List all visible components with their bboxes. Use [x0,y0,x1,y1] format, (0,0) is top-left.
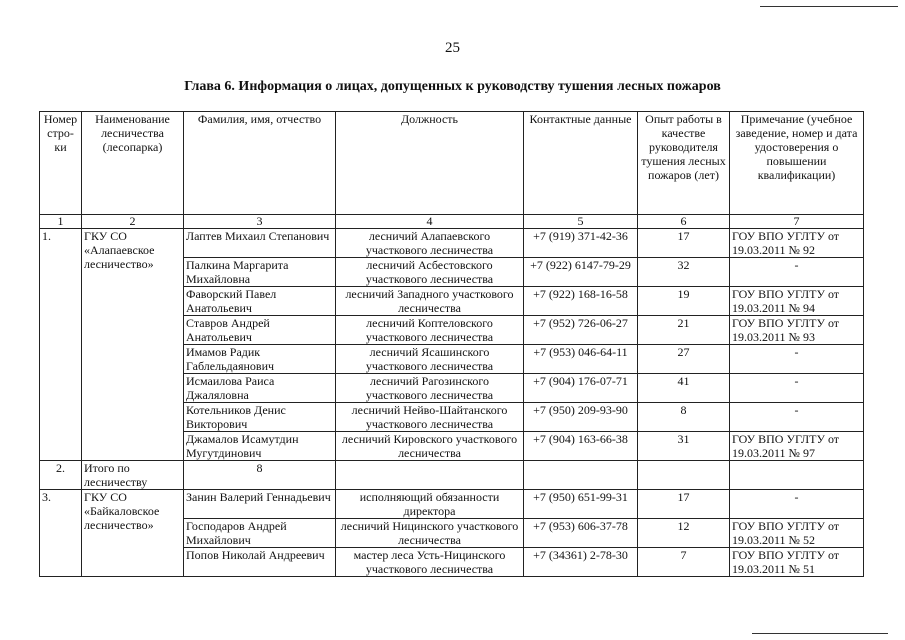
empty-cell [524,461,638,490]
note: - [730,374,864,403]
position: мастер леса Усть-Ницинского участкового лесничества [336,548,524,577]
table-body [40,229,864,577]
person-name: Ставров Андрей Анатольевич [184,316,336,345]
person-name: Фаворский Павел Анатольевич [184,287,336,316]
experience: 27 [638,345,730,374]
top-rule [760,6,898,7]
row-number: 2. [40,461,82,490]
position: лесничий Рагозинского участкового лесничества [336,374,524,403]
note: ГОУ ВПО УГЛТУ от 19.03.2011 № 51 [730,548,864,577]
header-full-name: Фамилия, имя, отчество [184,112,336,215]
note: - [730,403,864,432]
column-number: 3 [184,215,336,229]
table-row [40,229,864,258]
table-row [40,490,864,519]
person-name: Лаптев Михаил Степанович [184,229,336,258]
contact: +7 (950) 651-99-31 [524,490,638,519]
subtotal-row [40,461,864,490]
note: - [730,490,864,519]
header-note: Примечание (учебное заведение, номер и дата удостоверения о повышении квалификации) [730,112,864,215]
contact: +7 (904) 176-07-71 [524,374,638,403]
person-name: Попов Николай Андреевич [184,548,336,577]
forestry-name: ГКУ СО «Байкаловское лесничество» [82,490,184,577]
person-name: Котельников Денис Викторович [184,403,336,432]
header-forestry: Наименование лесничества (лесопарка) [82,112,184,215]
forestry-name: ГКУ СО «Алапаевское лесничество» [82,229,184,461]
person-name: Исмаилова Раиса Джаляловна [184,374,336,403]
note: ГОУ ВПО УГЛТУ от 19.03.2011 № 52 [730,519,864,548]
contact: +7 (922) 6147-79-29 [524,258,638,287]
row-number: 1. [40,229,82,461]
column-number-row [40,215,864,229]
column-number: 4 [336,215,524,229]
position: лесничий Западного участкового лесничества [336,287,524,316]
subtotal-label: Итого по лесничеству [82,461,184,490]
note: - [730,258,864,287]
position: лесничий Ницинского участкового лесничества [336,519,524,548]
header-row [40,112,864,215]
experience: 17 [638,490,730,519]
note: - [730,345,864,374]
position: лесничий Асбестовского участкового лесничества [336,258,524,287]
position: лесничий Кировского участкового лесничества [336,432,524,461]
position: лесничий Алапаевского участкового лесничества [336,229,524,258]
contact: +7 (904) 163-66-38 [524,432,638,461]
note: ГОУ ВПО УГЛТУ от 19.03.2011 № 92 [730,229,864,258]
experience: 41 [638,374,730,403]
position: лесничий Коптеловского участкового лесничества [336,316,524,345]
page-number: 25 [445,40,460,56]
column-number: 6 [638,215,730,229]
column-number: 7 [730,215,864,229]
contact: +7 (34361) 2-78-30 [524,548,638,577]
contact: +7 (953) 606-37-78 [524,519,638,548]
note: ГОУ ВПО УГЛТУ от 19.03.2011 № 93 [730,316,864,345]
experience: 31 [638,432,730,461]
person-name: Господаров Андрей Михайлович [184,519,336,548]
experience: 12 [638,519,730,548]
person-name: Палкина Маргарита Михайловна [184,258,336,287]
header-contact: Контактные данные [524,112,638,215]
header-position: Должность [336,112,524,215]
person-name: Джамалов Исамутдин Мугутдинович [184,432,336,461]
contact: +7 (953) 046-64-11 [524,345,638,374]
column-number: 2 [82,215,184,229]
experience: 21 [638,316,730,345]
persons-table [39,111,864,577]
position: лесничий Ясашинского участкового лесничества [336,345,524,374]
note: ГОУ ВПО УГЛТУ от 19.03.2011 № 97 [730,432,864,461]
position: лесничий Нейво-Шайтанского участкового лесничества [336,403,524,432]
header-row-number: Номер стро-ки [40,112,82,215]
experience: 7 [638,548,730,577]
empty-cell [336,461,524,490]
chapter-title: Глава 6. Информация о лицах, допущенных к руководству тушения лесных пожаров [184,79,721,94]
bottom-rule [752,633,888,634]
experience: 8 [638,403,730,432]
experience: 17 [638,229,730,258]
contact: +7 (950) 209-93-90 [524,403,638,432]
note: ГОУ ВПО УГЛТУ от 19.03.2011 № 94 [730,287,864,316]
column-number: 5 [524,215,638,229]
person-name: Имамов Радик Габлельдаянович [184,345,336,374]
experience: 32 [638,258,730,287]
empty-cell [638,461,730,490]
contact: +7 (922) 168-16-58 [524,287,638,316]
position: исполняющий обязанности директора [336,490,524,519]
row-number: 3. [40,490,82,577]
empty-cell [730,461,864,490]
header-experience: Опыт работы в качестве руководителя тушения лесных пожаров (лет) [638,112,730,215]
contact: +7 (919) 371-42-36 [524,229,638,258]
person-name: Занин Валерий Геннадьевич [184,490,336,519]
column-number: 1 [40,215,82,229]
subtotal-count: 8 [184,461,336,490]
contact: +7 (952) 726-06-27 [524,316,638,345]
experience: 19 [638,287,730,316]
